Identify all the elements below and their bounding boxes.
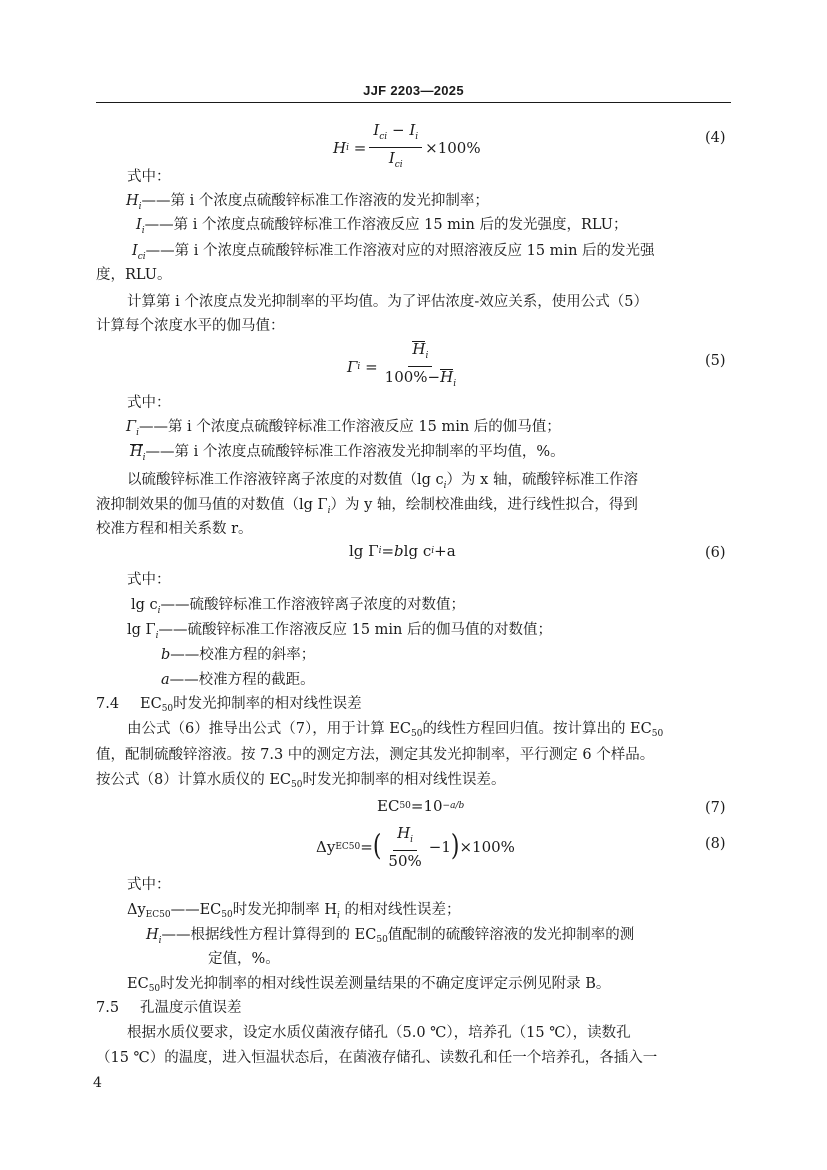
formula-8-number: (8): [705, 836, 726, 852]
section-heading-7-4: 7.4 $EC_{50}$时发光抑制率的相对线性误差: [96, 696, 362, 714]
definition-row: $\Gamma_i——$第 i 个浓度点硫酸锌标准工作溶液反应 15 min 后的伽马值；: [126, 419, 561, 438]
paragraph-line: 计算每个浓度水平的伽马值：: [96, 318, 285, 334]
definition-continuation: 定值，%。: [208, 951, 280, 967]
where-label: 式中：: [127, 395, 171, 411]
paragraph-line: 值，配制硫酸锌溶液。按 7.3 中的测定方法，测定其发光抑制率，平行测定 6 个样品。: [96, 747, 655, 763]
where-label: 式中：: [127, 572, 171, 588]
formula-8: Δy EC50 = ( $\frac{H_i}{50\%}$ −1 ) ×100%: [316, 824, 515, 870]
definition-row: b——校准方程的斜率；: [161, 647, 316, 663]
formula-8-fraction: $\frac{H_i}{50\%}$: [388, 824, 422, 870]
paragraph-line: 液抑制效果的伽马值的对数值（lg $\Gamma_i$）为 y 轴，绘制校准曲线，进行线性拟合，得到: [96, 497, 638, 516]
definition-row: $\lg c_i——$硫酸锌标准工作溶液锌离子浓度的对数值；: [131, 597, 466, 616]
definition-row: $I_{ci}——$第 i 个浓度点硫酸锌标准工作溶液对应的对照溶液反应 15 min 后的发光强: [132, 243, 655, 262]
formula-6: lg Γ i = b lg c i +a: [349, 542, 456, 560]
where-label: 式中：: [127, 169, 171, 185]
paragraph-line: （15 ℃）的温度，进入恒温状态后，在菌液存储孔、读数孔和任一个培养孔，各插入一: [96, 1050, 658, 1066]
formula-7-number: (7): [705, 800, 726, 816]
paragraph-line: 按公式（8）计算水质仪的 $EC_{50}$时发光抑制率的相对线性误差。: [96, 772, 506, 790]
header-rule: [96, 102, 731, 103]
formula-6-number: (6): [705, 545, 726, 561]
definition-row: $H_i——$第 i 个浓度点硫酸锌标准工作溶液的发光抑制率；: [126, 193, 489, 212]
formula-4: H i = $\frac{I_{ci} - I_i}{I_{ci}}$ ×100%: [333, 121, 481, 174]
definition-row: $\lg \Gamma_i——$硫酸锌标准工作溶液反应 15 min 后的伽马值的对数值；: [127, 622, 552, 641]
definition-row: $I_i——$第 i 个浓度点硫酸锌标准工作溶液反应 15 min 后的发光强度，RLU；: [136, 217, 628, 236]
formula-5-number: (5): [705, 353, 726, 369]
paragraph-line: 计算第 i 个浓度点发光抑制率的平均值。为了评估浓度-效应关系，使用公式（5）: [127, 294, 648, 310]
definition-row: $H_i——$根据线性方程计算得到的 $EC_{50}$值配制的硫酸锌溶液的发光抑制率的测: [146, 927, 635, 946]
formula-4-number: (4): [705, 130, 726, 146]
paragraph-line: $EC_{50}$时发光抑制率的相对线性误差测量结果的不确定度评定示例见附录 B。: [127, 976, 611, 994]
definition-continuation: 度，RLU。: [96, 267, 172, 283]
formula-4-fraction: $\frac{I_{ci} - I_i}{I_{ci}}$: [369, 121, 422, 174]
definition-row: a——校准方程的截距。: [161, 672, 315, 688]
definition-row: $\Delta y_{EC50}——EC_{50}$时发光抑制率 $H_i$ 的相对线性误差；: [127, 902, 461, 921]
paragraph-line: 由公式（6）推导出公式（7），用于计算 $EC_{50}$的线性方程回归值。按计算出的 $EC_{50}$: [127, 721, 664, 739]
paragraph-line: 以硫酸锌标准工作溶液锌离子浓度的对数值（lg $c_i$）为 x 轴，硫酸锌标准工作溶: [127, 472, 638, 491]
where-label: 式中：: [127, 877, 171, 893]
formula-7: EC 50 =10 −a/b: [377, 797, 465, 815]
formula-5-fraction: $\frac{H_i}{100\%-H_i}$: [384, 340, 457, 389]
paragraph-line: 校准方程和相关系数 r。: [96, 521, 253, 537]
paragraph-line: 根据水质仪要求，设定水质仪菌液存储孔（5.0 ℃），培养孔（15 ℃），读数孔: [127, 1025, 631, 1041]
running-header: JJF 2203—2025: [363, 83, 464, 98]
section-heading-7-5: 7.5 孔温度示值误差: [96, 1000, 242, 1016]
formula-5: Γ i = $\frac{H_i}{100\%-H_i}$: [347, 340, 463, 393]
definition-row: $H_i——$第 i 个浓度点硫酸锌标准工作溶液发光抑制率的平均值，%。: [130, 444, 565, 463]
page-number: 4: [93, 1075, 102, 1091]
